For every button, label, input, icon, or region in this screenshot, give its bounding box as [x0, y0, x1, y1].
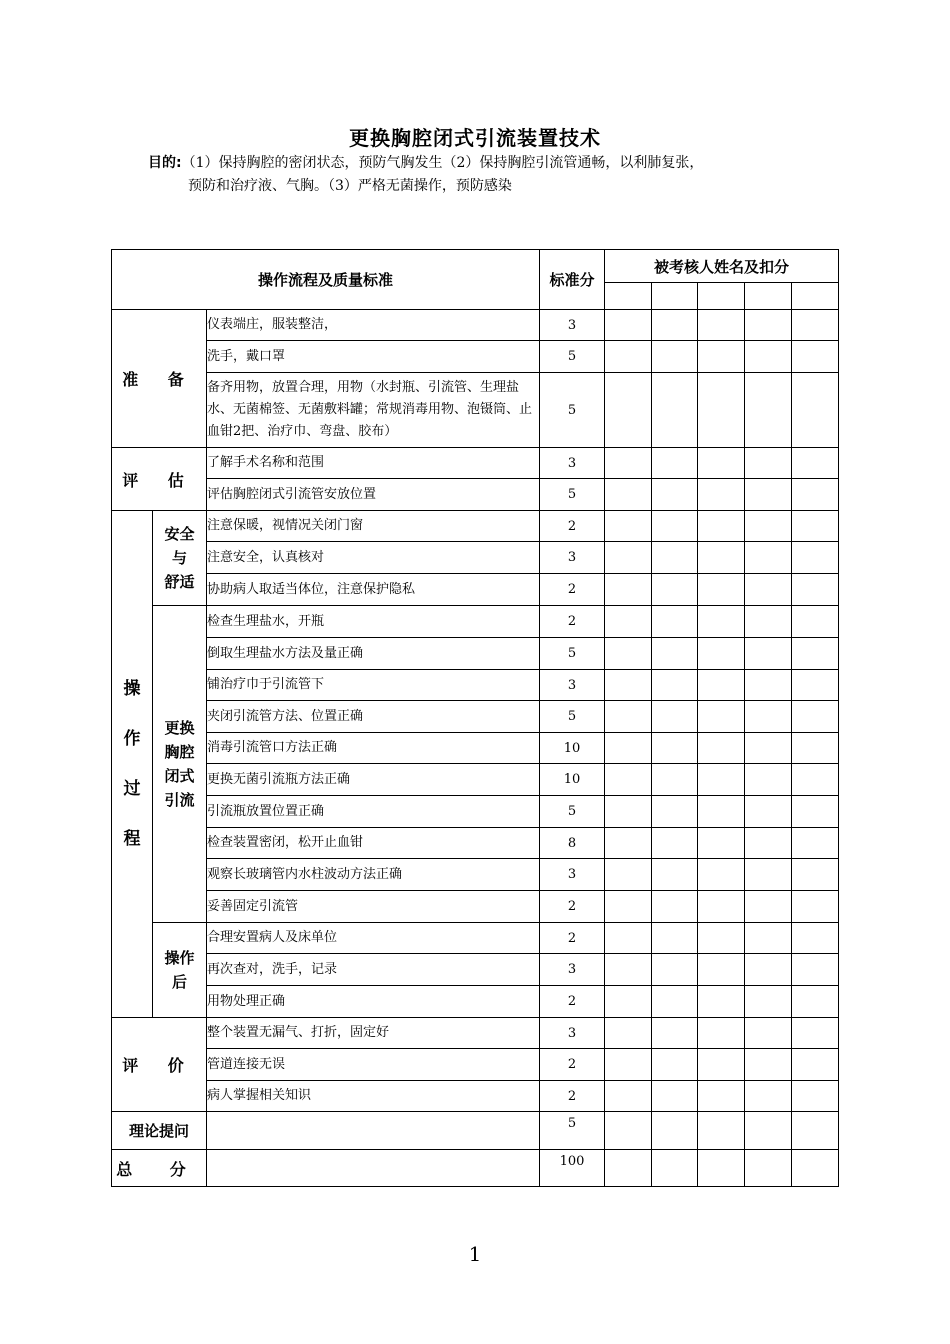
row-item: 注意安全，认真核对 — [207, 542, 540, 574]
row-item: 再次查对，洗手，记录 — [207, 954, 540, 986]
deduction-cell[interactable] — [605, 310, 652, 341]
deduction-cell[interactable] — [745, 373, 792, 448]
deduction-cell[interactable] — [605, 891, 652, 923]
deduction-cell[interactable] — [792, 764, 839, 796]
row-item: 管道连接无误 — [207, 1049, 540, 1081]
deduction-cell[interactable] — [605, 986, 652, 1018]
deduction-cell[interactable] — [605, 1081, 652, 1112]
row-score: 2 — [540, 986, 605, 1018]
deduction-cell[interactable] — [745, 574, 792, 606]
deduction-cell[interactable] — [698, 670, 745, 701]
row-item: 铺治疗巾于引流管下 — [207, 670, 540, 701]
theory-row — [112, 1112, 839, 1150]
deduction-cell[interactable] — [792, 986, 839, 1018]
deduction-cell[interactable] — [652, 670, 698, 701]
table-row — [112, 954, 839, 986]
deduction-cell[interactable] — [652, 511, 698, 542]
subsection-after: 操作 后 — [153, 923, 207, 1018]
deduction-cell[interactable] — [792, 1112, 839, 1150]
deduction-cell[interactable] — [698, 448, 745, 479]
deduction-cell[interactable] — [698, 511, 745, 542]
row-score: 3 — [540, 1018, 605, 1049]
row-score: 5 — [540, 479, 605, 511]
row-item: 夹闭引流管方法、位置正确 — [207, 701, 540, 733]
deduction-cell[interactable] — [698, 1112, 745, 1150]
deduction-cell[interactable] — [698, 796, 745, 828]
deduction-cell[interactable] — [745, 638, 792, 670]
deduction-cell[interactable] — [698, 373, 745, 448]
row-item: 用物处理正确 — [207, 986, 540, 1018]
deduction-cell[interactable] — [745, 479, 792, 511]
deduction-cell[interactable] — [652, 1081, 698, 1112]
row-score: 3 — [540, 542, 605, 574]
deduction-cell[interactable] — [792, 954, 839, 986]
deduction-cell[interactable] — [698, 828, 745, 859]
row-item: 仪表端庄，服装整洁， — [207, 310, 540, 341]
table-row — [112, 764, 839, 796]
row-item: 观察长玻璃管内水柱波动方法正确 — [207, 859, 540, 891]
deduction-cell[interactable] — [792, 923, 839, 954]
deduction-cell[interactable] — [652, 701, 698, 733]
table-row — [112, 373, 839, 448]
deduction-cell[interactable] — [652, 638, 698, 670]
examinee-column-5[interactable] — [792, 283, 839, 310]
deduction-cell[interactable] — [745, 511, 792, 542]
deduction-cell[interactable] — [652, 606, 698, 638]
row-score: 10 — [540, 764, 605, 796]
purpose-line-2: 预防和治疗液、气胸。（3）严格无菌操作，预防感染 — [188, 178, 512, 194]
deduction-cell[interactable] — [792, 574, 839, 606]
deduction-cell[interactable] — [605, 923, 652, 954]
purpose-label: 目的: — [148, 155, 182, 171]
table-row — [112, 923, 839, 954]
deduction-cell[interactable] — [792, 638, 839, 670]
deduction-cell[interactable] — [605, 542, 652, 574]
deduction-cell[interactable] — [792, 606, 839, 638]
deduction-cell[interactable] — [698, 859, 745, 891]
purpose-line-1 — [148, 152, 703, 174]
table-row — [112, 891, 839, 923]
row-score: 2 — [540, 574, 605, 606]
deduction-cell[interactable] — [745, 1018, 792, 1049]
deduction-cell[interactable] — [605, 954, 652, 986]
table-row — [112, 1049, 839, 1081]
subsection-safety: 安全 与 舒适 — [153, 511, 207, 606]
row-score: 2 — [540, 606, 605, 638]
row-item: 消毒引流管口方法正确 — [207, 733, 540, 764]
deduction-cell[interactable] — [698, 954, 745, 986]
deduction-cell[interactable] — [605, 733, 652, 764]
theory-label: 理论提问 — [112, 1112, 207, 1150]
deduction-cell[interactable] — [652, 1049, 698, 1081]
row-item: 备齐用物，放置合理，用物（水封瓶、引流管、生理盐水、无菌棉签、无菌敷料罐；常规消毒用物、泡镊筒、止血钳2把、治疗巾、弯盘、胶布） — [207, 373, 540, 448]
deduction-cell[interactable] — [605, 341, 652, 373]
deduction-cell[interactable] — [652, 859, 698, 891]
table-row — [112, 479, 839, 511]
deduction-cell[interactable] — [652, 733, 698, 764]
table-row — [112, 1018, 839, 1049]
row-score: 3 — [540, 670, 605, 701]
deduction-cell[interactable] — [698, 1081, 745, 1112]
row-score: 8 — [540, 828, 605, 859]
table-row — [112, 542, 839, 574]
deduction-cell[interactable] — [698, 341, 745, 373]
deduction-cell[interactable] — [652, 1018, 698, 1049]
deduction-cell[interactable] — [792, 341, 839, 373]
deduction-cell[interactable] — [792, 670, 839, 701]
row-item: 了解手术名称和范围 — [207, 448, 540, 479]
row-score: 2 — [540, 1081, 605, 1112]
row-item: 洗手，戴口罩 — [207, 341, 540, 373]
deduction-cell[interactable] — [652, 828, 698, 859]
deduction-cell[interactable] — [792, 373, 839, 448]
section-process: 操 作 过 程 — [112, 511, 153, 1018]
deduction-cell[interactable] — [698, 638, 745, 670]
examinee-column-3[interactable] — [698, 283, 745, 310]
row-item: 合理安置病人及床单位 — [207, 923, 540, 954]
theory-item — [207, 1112, 540, 1150]
deduction-cell[interactable] — [605, 859, 652, 891]
row-score: 5 — [540, 638, 605, 670]
row-score: 3 — [540, 859, 605, 891]
deduction-cell[interactable] — [745, 954, 792, 986]
header-procedure: 操作流程及质量标准 — [112, 250, 540, 310]
deduction-cell[interactable] — [698, 701, 745, 733]
deduction-cell[interactable] — [745, 448, 792, 479]
deduction-cell[interactable] — [792, 1018, 839, 1049]
deduction-cell[interactable] — [698, 310, 745, 341]
deduction-cell[interactable] — [698, 542, 745, 574]
deduction-cell[interactable] — [698, 733, 745, 764]
total-label: 总 分 — [112, 1150, 207, 1187]
score-table — [111, 249, 839, 1187]
row-item: 倒取生理盐水方法及量正确 — [207, 638, 540, 670]
table-row — [112, 701, 839, 733]
row-item: 检查装置密闭，松开止血钳 — [207, 828, 540, 859]
deduction-cell[interactable] — [792, 1049, 839, 1081]
row-item: 整个装置无漏气、打折，固定好 — [207, 1018, 540, 1049]
table-row — [112, 1081, 839, 1112]
row-item: 引流瓶放置位置正确 — [207, 796, 540, 828]
header-score: 标准分 — [540, 250, 605, 310]
row-score: 3 — [540, 954, 605, 986]
row-score: 5 — [540, 796, 605, 828]
row-score: 3 — [540, 448, 605, 479]
table-row — [112, 828, 839, 859]
table-row — [112, 341, 839, 373]
deduction-cell[interactable] — [698, 1049, 745, 1081]
deduction-cell[interactable] — [652, 341, 698, 373]
deduction-cell[interactable] — [698, 1018, 745, 1049]
row-item: 病人掌握相关知识 — [207, 1081, 540, 1112]
deduction-cell[interactable] — [745, 542, 792, 574]
deduction-cell[interactable] — [652, 764, 698, 796]
deduction-cell[interactable] — [605, 764, 652, 796]
deduction-cell[interactable] — [698, 574, 745, 606]
deduction-cell[interactable] — [652, 923, 698, 954]
deduction-cell[interactable] — [792, 701, 839, 733]
table-row — [112, 733, 839, 764]
table-row — [112, 638, 839, 670]
header-examinee: 被考核人姓名及扣分 — [605, 250, 839, 283]
deduction-cell[interactable] — [652, 542, 698, 574]
examinee-column-1[interactable] — [605, 283, 652, 310]
deduction-cell[interactable] — [698, 479, 745, 511]
row-score: 5 — [540, 341, 605, 373]
deduction-cell[interactable] — [745, 764, 792, 796]
row-score: 5 — [540, 373, 605, 448]
row-score: 2 — [540, 1049, 605, 1081]
deduction-cell[interactable] — [698, 891, 745, 923]
deduction-cell[interactable] — [605, 1112, 652, 1150]
deduction-cell[interactable] — [652, 986, 698, 1018]
deduction-cell[interactable] — [745, 1112, 792, 1150]
table-row — [112, 310, 839, 341]
deduction-cell[interactable] — [698, 764, 745, 796]
table-row — [112, 796, 839, 828]
deduction-cell[interactable] — [605, 373, 652, 448]
examinee-column-2[interactable] — [652, 283, 698, 310]
deduction-cell[interactable] — [698, 1150, 745, 1187]
row-item: 妥善固定引流管 — [207, 891, 540, 923]
row-score: 2 — [540, 923, 605, 954]
deduction-cell[interactable] — [698, 606, 745, 638]
section-prep: 准 备 — [112, 310, 207, 448]
deduction-cell[interactable] — [605, 574, 652, 606]
row-item: 更换无菌引流瓶方法正确 — [207, 764, 540, 796]
deduction-cell[interactable] — [652, 954, 698, 986]
deduction-cell[interactable] — [792, 859, 839, 891]
deduction-cell[interactable] — [792, 891, 839, 923]
deduction-cell[interactable] — [652, 310, 698, 341]
deduction-cell[interactable] — [652, 448, 698, 479]
deduction-cell[interactable] — [605, 448, 652, 479]
deduction-cell[interactable] — [652, 796, 698, 828]
deduction-cell[interactable] — [652, 479, 698, 511]
deduction-cell[interactable] — [745, 670, 792, 701]
row-item: 检查生理盐水，开瓶 — [207, 606, 540, 638]
examinee-column-4[interactable] — [745, 283, 792, 310]
total-score: 100 — [540, 1150, 605, 1187]
deduction-cell[interactable] — [605, 606, 652, 638]
theory-score: 5 — [540, 1112, 605, 1150]
total-item — [207, 1150, 540, 1187]
deduction-cell[interactable] — [605, 701, 652, 733]
deduction-cell[interactable] — [745, 310, 792, 341]
row-score: 10 — [540, 733, 605, 764]
row-item: 注意保暖，视情况关闭门窗 — [207, 511, 540, 542]
deduction-cell[interactable] — [745, 986, 792, 1018]
deduction-cell[interactable] — [652, 1112, 698, 1150]
deduction-cell[interactable] — [652, 1150, 698, 1187]
deduction-cell[interactable] — [745, 923, 792, 954]
deduction-cell[interactable] — [605, 670, 652, 701]
deduction-cell[interactable] — [792, 1150, 839, 1187]
deduction-cell[interactable] — [652, 891, 698, 923]
deduction-cell[interactable] — [605, 479, 652, 511]
deduction-cell[interactable] — [605, 796, 652, 828]
deduction-cell[interactable] — [745, 701, 792, 733]
table-row — [112, 859, 839, 891]
table-row — [112, 448, 839, 479]
row-score: 2 — [540, 511, 605, 542]
deduction-cell[interactable] — [605, 1049, 652, 1081]
deduction-cell[interactable] — [792, 828, 839, 859]
deduction-cell[interactable] — [745, 828, 792, 859]
total-row — [112, 1150, 839, 1187]
document-title: 更换胸腔闭式引流装置技术 — [349, 126, 601, 150]
deduction-cell[interactable] — [652, 574, 698, 606]
row-item: 协助病人取适当体位，注意保护隐私 — [207, 574, 540, 606]
section-assess: 评 估 — [112, 448, 207, 511]
deduction-cell[interactable] — [652, 373, 698, 448]
deduction-cell[interactable] — [605, 1150, 652, 1187]
deduction-cell[interactable] — [698, 986, 745, 1018]
subsection-replace: 更换 胸腔 闭式 引流 — [153, 606, 207, 923]
deduction-cell[interactable] — [605, 1018, 652, 1049]
table-row — [112, 670, 839, 701]
deduction-cell[interactable] — [745, 1081, 792, 1112]
table-row — [112, 574, 839, 606]
deduction-cell[interactable] — [745, 341, 792, 373]
table-row — [112, 606, 839, 638]
table-row — [112, 511, 839, 542]
deduction-cell[interactable] — [792, 542, 839, 574]
deduction-cell[interactable] — [745, 796, 792, 828]
deduction-cell[interactable] — [792, 479, 839, 511]
deduction-cell[interactable] — [792, 448, 839, 479]
deduction-cell[interactable] — [605, 511, 652, 542]
deduction-cell[interactable] — [792, 733, 839, 764]
table-row — [112, 986, 839, 1018]
deduction-cell[interactable] — [792, 310, 839, 341]
deduction-cell[interactable] — [745, 1150, 792, 1187]
deduction-cell[interactable] — [745, 891, 792, 923]
deduction-cell[interactable] — [745, 733, 792, 764]
deduction-cell[interactable] — [745, 1049, 792, 1081]
deduction-cell[interactable] — [745, 859, 792, 891]
section-evaluate: 评 价 — [112, 1018, 207, 1112]
purpose-text-1: （1）保持胸腔的密闭状态，预防气胸发生（2）保持胸腔引流管通畅，以利肺复张， — [181, 155, 704, 171]
deduction-cell[interactable] — [698, 923, 745, 954]
deduction-cell[interactable] — [792, 1081, 839, 1112]
deduction-cell[interactable] — [792, 511, 839, 542]
row-item: 评估胸腔闭式引流管安放位置 — [207, 479, 540, 511]
deduction-cell[interactable] — [792, 796, 839, 828]
row-score: 3 — [540, 310, 605, 341]
page-number: 1 — [468, 1242, 482, 1266]
deduction-cell[interactable] — [745, 606, 792, 638]
deduction-cell[interactable] — [605, 638, 652, 670]
row-score: 5 — [540, 701, 605, 733]
deduction-cell[interactable] — [605, 828, 652, 859]
row-score: 2 — [540, 891, 605, 923]
